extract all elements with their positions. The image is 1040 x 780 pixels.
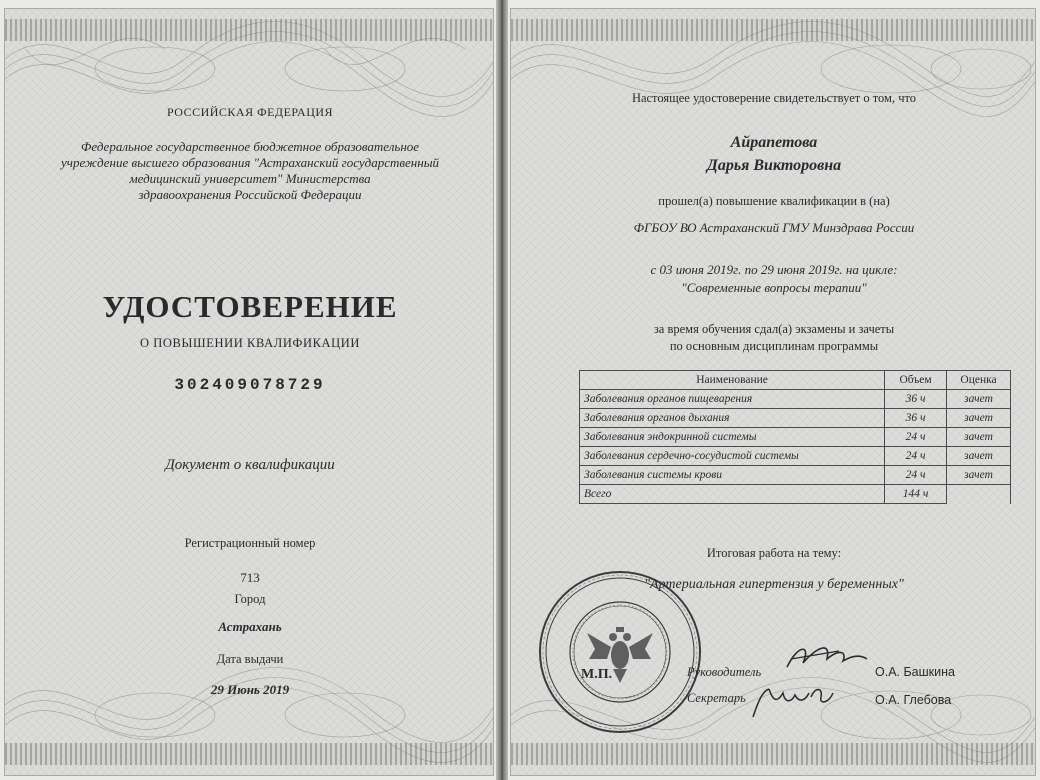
exams-text: за время обучения сдал(а) экзамены и зачеты [653, 322, 895, 336]
subject-hours: 24 ч [885, 447, 947, 466]
left-page [4, 8, 494, 776]
subject-name: Заболевания сердечно-сосудистой системы [580, 447, 885, 466]
table-row [580, 390, 1011, 409]
document-type: Документ о квалификации [165, 457, 335, 473]
intro-text: Настоящее удостоверение свидетельствует о том, что [631, 91, 917, 105]
stamp-place-label: М.П. [581, 667, 613, 682]
institution-name [35, 139, 465, 203]
secretary-signature [749, 679, 849, 723]
final-work-label: Итоговая работа на тему: [706, 546, 842, 560]
secretary-name: О.А. Глебова [875, 693, 952, 707]
issue-date-value: 29 Июнь 2019 [210, 682, 290, 697]
subject-name: Заболевания эндокринной системы [580, 428, 885, 447]
right-page [510, 8, 1036, 776]
column-header: Оценка [947, 371, 1011, 390]
head-label: Руководитель [687, 665, 762, 679]
country-heading: РОССИЙСКАЯ ФЕДЕРАЦИЯ [166, 105, 334, 119]
table-row [580, 409, 1011, 428]
subject-name: Заболевания органов пищеварения [580, 390, 885, 409]
city-label: Город [234, 592, 266, 606]
subject-hours: 36 ч [885, 390, 947, 409]
table-total-row [580, 485, 1011, 504]
table-row [580, 447, 1011, 466]
holder-given-names: Дарья Викторовна [706, 157, 842, 174]
certificate-subtitle: О ПОВЫШЕНИИ КВАЛИФИКАЦИИ [139, 336, 361, 350]
registration-number: 713 [240, 570, 260, 585]
certificate-title: УДОСТОВЕРЕНИЕ [102, 289, 398, 324]
institution-line: здравоохранения Российской Федерации [138, 187, 362, 202]
subject-grade: зачет [947, 409, 1011, 428]
certificate-number: 302409078729 [174, 376, 326, 394]
head-signature [781, 637, 871, 677]
total-hours: 144 ч [885, 485, 947, 504]
subject-grade: зачет [947, 390, 1011, 409]
secretary-label: Секретарь [687, 691, 746, 705]
table-header-row [580, 371, 1011, 390]
column-header: Объем [885, 371, 947, 390]
final-work-topic: "Артериальная гипертензия у беременных" [644, 577, 904, 592]
exams-text: по основным дисциплинам программы [669, 339, 879, 353]
total-label: Всего [580, 485, 885, 504]
subject-grade: зачет [947, 428, 1011, 447]
institution-line: учреждение высшего образования "Астраханский государственный [60, 155, 439, 170]
subject-grade: зачет [947, 466, 1011, 485]
institution-line: медицинский университет" Министерства [129, 171, 371, 186]
table-row [580, 428, 1011, 447]
subject-name: Заболевания органов дыхания [580, 409, 885, 428]
qualification-passed-text: прошел(а) повышение квалификации в (на) [658, 194, 890, 208]
official-seal-stamp [535, 567, 705, 737]
course-period: с 03 июня 2019г. по 29 июня 2019г. на цикле: [650, 262, 898, 277]
book-spine [496, 0, 508, 780]
subject-hours: 36 ч [885, 409, 947, 428]
organization-name: ФГБОУ ВО Астраханский ГМУ Минздрава России [633, 220, 915, 235]
guilloche-ornament-top [511, 9, 1036, 129]
subjects-table [579, 370, 1011, 504]
registration-label: Регистрационный номер [184, 536, 316, 550]
subject-name: Заболевания системы крови [580, 466, 885, 485]
empty-cell [947, 485, 1011, 504]
holder-surname: Айрапетова [730, 134, 818, 151]
head-name: О.А. Башкина [875, 665, 955, 679]
course-name: "Современные вопросы терапии" [681, 280, 867, 295]
city-value: Астрахань [218, 619, 282, 634]
subject-hours: 24 ч [885, 466, 947, 485]
column-header: Наименование [580, 371, 885, 390]
subject-hours: 24 ч [885, 428, 947, 447]
issue-date-label: Дата выдачи [216, 652, 284, 666]
guilloche-ornament-bottom [5, 655, 494, 775]
table-row [580, 466, 1011, 485]
institution-line: Федеральное государственное бюджетное образовательное [80, 139, 420, 154]
subject-grade: зачет [947, 447, 1011, 466]
